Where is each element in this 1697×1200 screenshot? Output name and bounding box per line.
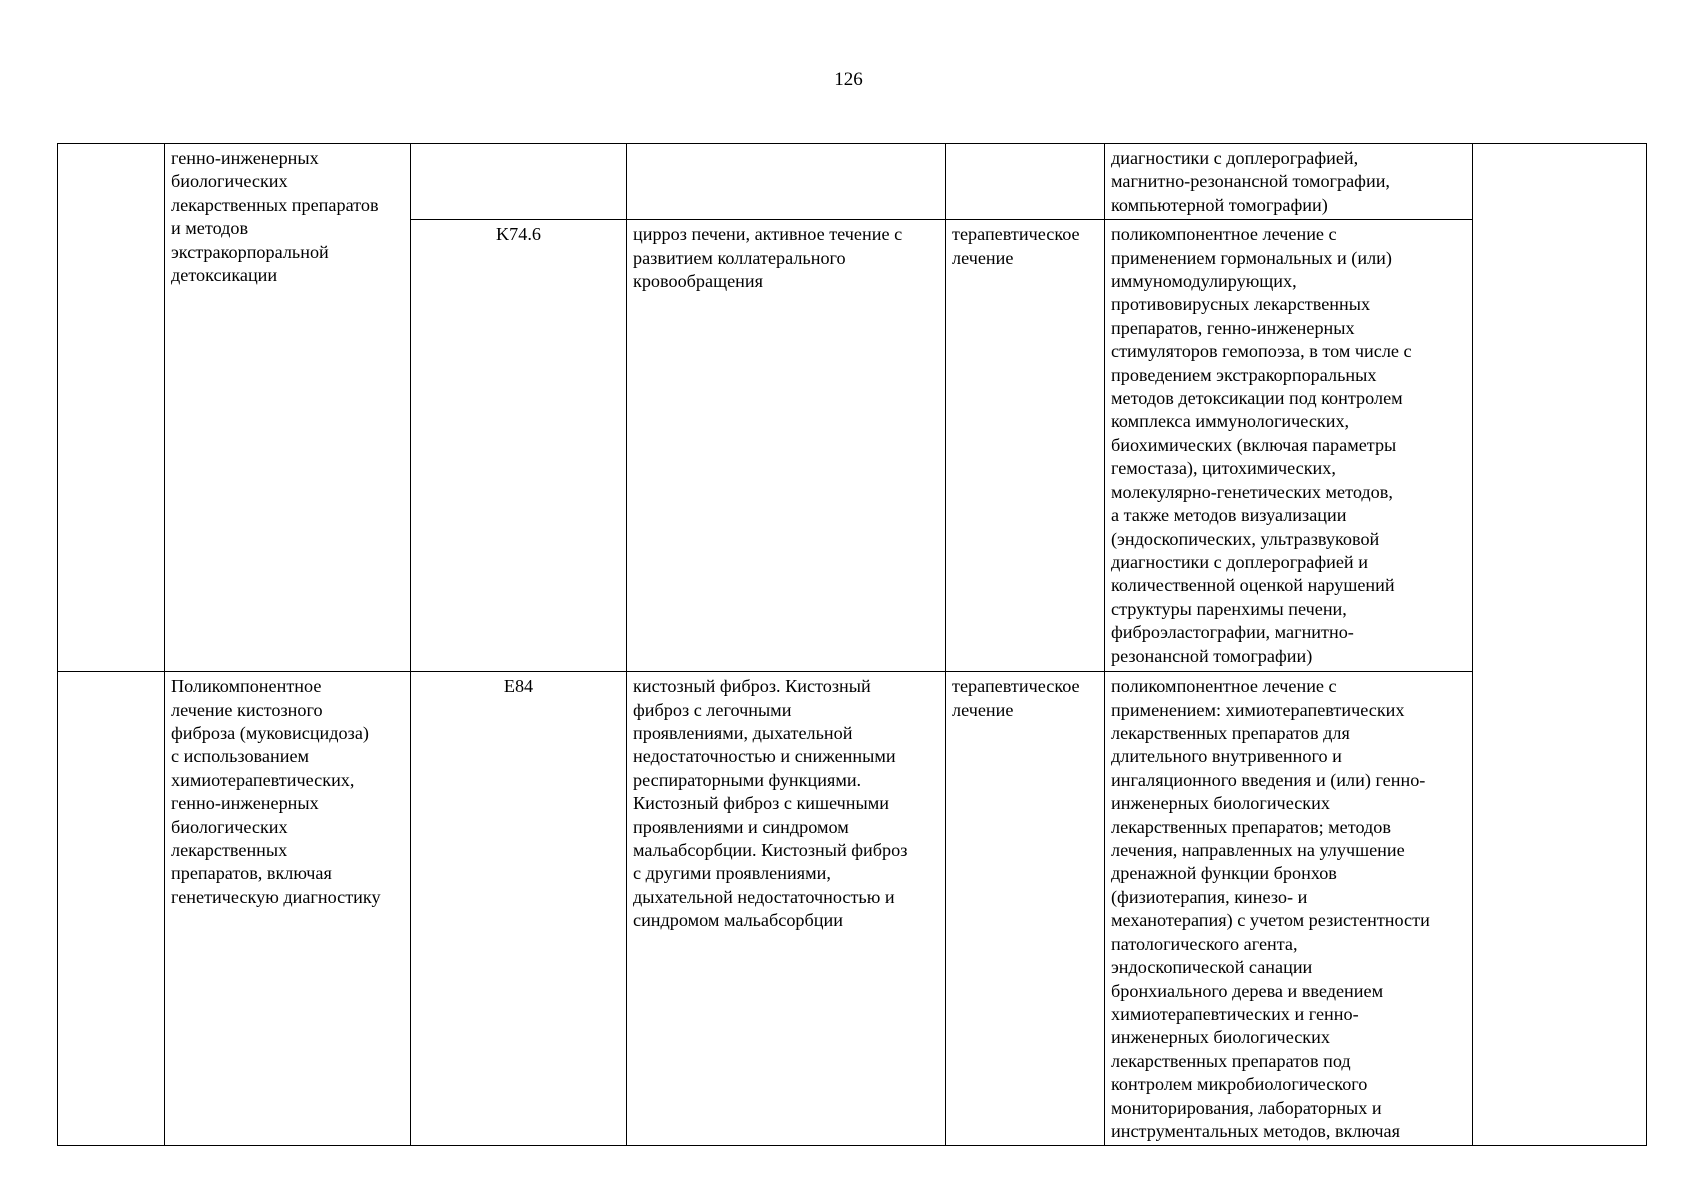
page-number: 126 (834, 69, 863, 90)
table-row (58, 144, 1647, 220)
code-cell (411, 672, 627, 1146)
model-cell (627, 672, 946, 1146)
model-cell (627, 220, 946, 672)
treatment-type-text: терапевтическое лечение (952, 676, 1080, 720)
method-cell (165, 672, 411, 1146)
model-cell (627, 144, 946, 220)
code-text: K74.6 (496, 224, 541, 245)
treatment-description-cell (1105, 144, 1473, 220)
table-row (58, 672, 1647, 1146)
treatment-type-text: терапевтическое лечение (952, 224, 1080, 268)
treatment-description-text: диагностики с доплерографией, магнитно-резонансной томографии, компьютерной томографии) (1111, 148, 1390, 215)
method-cell (165, 144, 411, 672)
model-text: цирроз печени, активное течение с развитием коллатерального кровообращения (633, 224, 903, 292)
row-number-cell (58, 144, 165, 672)
treatment-type-cell (946, 672, 1105, 1146)
medical-care-table (57, 143, 1647, 1146)
treatment-description-cell (1105, 672, 1473, 1146)
treatment-description-text: поликомпонентное лечение с применением: химиотерапевтических лекарственных препаратов для длительного внутривенного и ингаляционного введения и (или) генно- инженерных биологических лекарственных препаратов; методов лечения, направленных на улучшение дренажной функции бронхов (физиотерапия, кинезо- и механотерапия) с учетом резистентности патологического агента, эндоскопической санации бронхиального дерева и введением химиотерапевтических и генно- инженерных биологических лекарственных препаратов под контролем микробиологического мониторирования, лабораторных и инструментальных методов, включая (1111, 676, 1430, 1141)
treatment-type-cell (946, 144, 1105, 220)
treatment-type-cell (946, 220, 1105, 672)
code-cell (411, 144, 627, 220)
code-text: E84 (503, 676, 534, 697)
row-number-cell (58, 672, 165, 1146)
treatment-description-cell (1105, 220, 1473, 672)
method-text: генно-инженерных биологических лекарственных препаратов и методов экстракорпоральной детоксикации (171, 148, 379, 286)
code-cell (411, 220, 627, 672)
model-text: кистозный фиброз. Кистозный фиброз с легочными проявлениями, дыхательной недостаточностью и сниженными респираторными функциями. Кистозный фиброз с кишечными проявлениями и синдромом мальабсорбции. Кистозный фиброз с другими проявлениями, дыхательной недостаточностью и синдромом мальабсорбции (633, 676, 908, 931)
treatment-description-text: поликомпонентное лечение с применением гормональных и (или) иммуномодулирующих, противовирусных лекарственных препаратов, генно-инженерных стимуляторов гемопоэза, в том числе с проведением экстракорпоральных методов детоксикации под контролем комплекса иммунологических, биохимических (включая параметры гемостаза), цитохимических, молекулярно-генетических методов, а также методов визуализации (эндоскопических, ультразвуковой диагностики с доплерографией и количественной оценкой нарушений структуры паренхимы печени, фиброэластографии, магнитно- резонансной томографии) (1111, 224, 1412, 666)
method-text: Поликомпонентное лечение кистозного фиброза (муковисцидоза) с использованием химиотерапевтических, генно-инженерных биологических лекарственных препаратов, включая генетическую диагностику (171, 676, 381, 907)
cost-cell (1473, 144, 1647, 1146)
